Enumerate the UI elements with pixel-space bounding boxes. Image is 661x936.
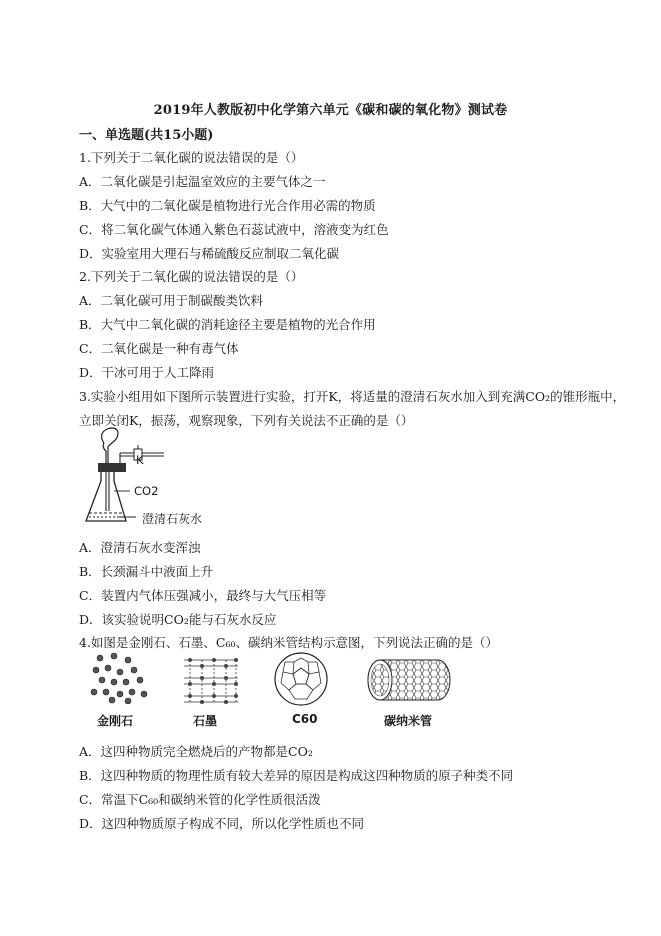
limewater-label: 澄清石灰水 [142,512,203,526]
q4-option-d: D．这四种物质原子构成不同，所以化学性质也不同 [79,816,365,831]
q4-option-a: A．这四种物质完全燃烧后的产物都是CO₂ [79,744,313,759]
apparatus-figure [84,423,224,529]
label-c60: C60 [292,712,318,726]
q1-option-d: D．实验室用大理石与稀硫酸反应制取二氧化碳 [79,246,340,261]
q1-option-a: A．二氧化碳是引起温室效应的主要气体之一 [79,174,326,189]
q3-option-d: D．该实验说明CO₂能与石灰水反应 [79,612,277,627]
diamond-drawing [90,652,150,704]
exam-title: 2019年人教版初中化学第六单元《碳和碳的氧化物》测试卷 [153,103,508,118]
section-heading: 一、单选题(共15小题) [79,128,214,143]
q1-option-b: B．大气中的二氧化碳是植物进行光合作用必需的物质 [79,198,376,213]
q3-option-b: B．长颈漏斗中液面上升 [79,564,214,579]
q3-stem-line1: 3.实验小组用如下图所示装置进行实验，打开K，将适量的澄清石灰水加入到充满CO₂的锥形瓶中， [79,389,626,404]
q2-option-d: D．干冰可用于人工降雨 [79,365,215,380]
q4-option-b: B．这四种物质的物理性质有较大差异的原因是构成这四种物质的原子种类不同 [79,768,514,783]
co2-label: CO2 [134,484,159,498]
diamond-structure [90,652,150,704]
q3-stem-line2: 立即关闭K，振荡，观察现象，下列有关说法不正确的是（） [79,413,414,428]
q2-option-c: C．二氧化碳是一种有毒气体 [79,341,239,356]
q1-stem: 1.下列关于二氧化碳的说法错误的是（） [79,150,304,165]
c60-drawing [272,650,330,708]
q1-option-c: C．将二氧化碳气体通入紫色石蕊试液中，溶液变为红色 [79,222,389,237]
graphite-structure [180,654,242,708]
label-nanotube: 碳纳米管 [384,714,433,728]
label-diamond: 金刚石 [97,714,134,728]
nanotube-drawing [366,656,452,704]
valve-k-label: K [136,453,144,467]
q4-stem: 4.如图是金刚石、石墨、C₆₀、碳纳米管结构示意图，下列说法正确的是（） [79,635,499,650]
q3-option-c: C．装置内气体压强减小，最终与大气压相等 [79,588,327,603]
q2-option-b: B．大气中二氧化碳的消耗途径主要是植物的光合作用 [79,317,376,332]
nanotube-structure [366,656,452,704]
graphite-drawing [180,654,242,708]
q4-option-c: C．常温下C₆₀和碳纳米管的化学性质很活泼 [79,792,321,807]
label-graphite: 石墨 [193,714,218,728]
c60-structure [272,650,330,708]
q2-option-a: A．二氧化碳可用于制碳酸类饮料 [79,293,264,308]
q3-option-a: A．澄清石灰水变浑浊 [79,540,201,555]
q2-stem: 2.下列关于二氧化碳的说法错误的是（） [79,269,304,284]
